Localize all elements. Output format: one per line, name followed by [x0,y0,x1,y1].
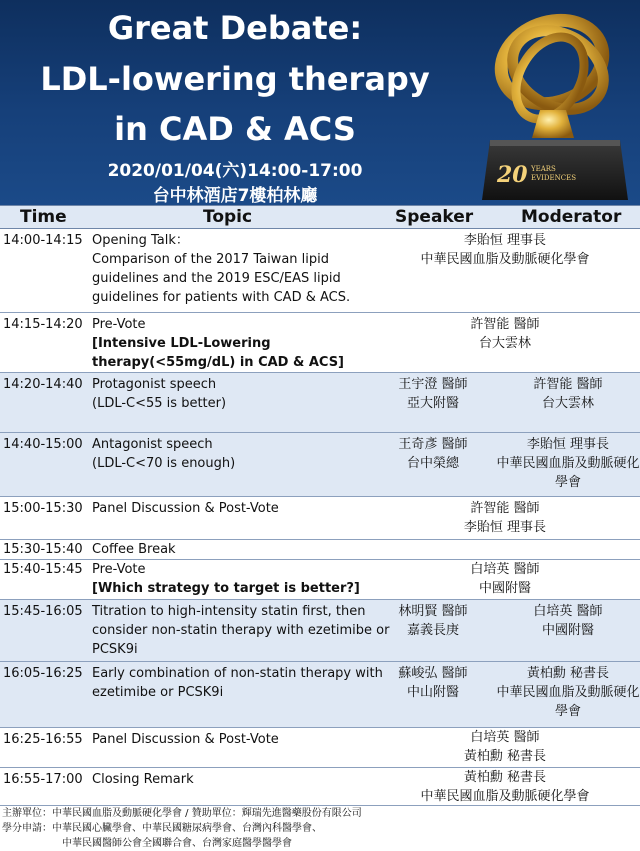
row-topic: Pre-Vote [Intensive LDL-Lowering therapy(<55mg/dL) in CAD & ACS] [92,317,344,370]
row-speaker-moderator: 黃柏勳 秘書長 中華民國血脂及動脈硬化學會 [420,770,590,804]
row-speaker-moderator: 李貽恒 理事長 中華民國血脂及動脈硬化學會 [420,233,590,267]
event-venue: 台中林酒店7樓柏林廳 [152,186,318,205]
event-date: 2020/01/04(六)14:00-17:00 [107,161,363,181]
row-topic: Panel Discussion & Post-Vote [92,732,279,747]
badge-text: YEARS EVIDENCES [531,165,577,182]
column-time: Time [20,207,67,227]
column-moderator: Moderator [521,207,622,227]
column-topic: Topic [203,207,253,227]
row-time: 14:15-14:20 [3,317,83,332]
title-line-3: in CAD & ACS [114,110,356,148]
schedule-row [0,373,640,433]
footer-credits-continued: 中華民國醫師公會全國聯合會、台灣家庭醫學醫學會 [62,838,292,849]
row-speaker-moderator: 白培英 醫師 中國附醫 [470,562,540,596]
row-moderator: 許智能 醫師 台大雲林 [533,377,603,411]
row-speaker: 王奇彥 醫師 台中榮總 [398,437,468,471]
row-time: 14:20-14:40 [3,377,83,392]
row-topic: Panel Discussion & Post-Vote [92,501,279,516]
row-topic: Closing Remark [92,772,194,787]
row-topic: Early combination of non-statin therapy with ezetimibe or PCSK9i [92,666,383,700]
schedule-column-headers [0,205,640,229]
trophy-badge [497,162,577,188]
badge-number: 20 [497,162,528,188]
schedule-row [0,600,640,662]
row-time: 16:25-16:55 [3,732,83,747]
title-line-2: LDL-lowering therapy [40,60,430,98]
row-moderator: 黃柏勳 秘書長 中華民國血脂及動脈硬化學會 [496,666,640,719]
schedule-row [0,728,640,768]
row-topic: Protagonist speech (LDL-C<55 is better) [92,377,227,411]
row-time: 15:00-15:30 [3,501,83,516]
row-topic: Opening Talk： Comparison of the 2017 Taiwan lipid guidelines and the 2019 ESC/EAS lipid guidelines for patients with CAD & ACS. [92,233,351,305]
schedule-row [0,768,640,806]
row-speaker-moderator: 許智能 醫師 台大雲林 [470,317,540,351]
footer-organizers: 主辦單位：中華民國血脂及動脈硬化學會 / 贊助單位：輝瑞先進醫藥股份有限公司 [2,808,362,819]
schedule-row [0,433,640,497]
row-speaker: 林明賢 醫師 嘉義長庚 [398,604,468,638]
row-topic: Coffee Break [92,542,176,557]
row-time: 14:00-14:15 [3,233,83,248]
event-header [0,0,640,205]
row-time: 15:45-16:05 [3,604,83,619]
schedule-row [0,662,640,728]
row-moderator: 白培英 醫師 中國附醫 [533,604,603,638]
row-speaker: 王宇澄 醫師 亞大附醫 [398,377,468,411]
schedule-row [0,313,640,373]
schedule-row [0,497,640,540]
row-topic: Antagonist speech (LDL-C<70 is enough) [92,437,236,471]
organizer-footer [2,806,638,851]
row-speaker-moderator: 許智能 醫師 李貽恒 理事長 [463,501,547,535]
schedule-row [0,560,640,600]
row-time: 15:30-15:40 [3,542,83,557]
row-topic: Pre-Vote [Which strategy to target is better?] [92,562,360,596]
schedule-row [0,229,640,313]
row-time: 14:40-15:00 [3,437,83,452]
schedule-row [0,540,640,560]
footer-credits: 學分申請：中華民國心臟學會、中華民國糖尿病學會、台灣內科醫學會、 [2,823,322,834]
row-moderator: 李貽恒 理事長 中華民國血脂及動脈硬化學會 [496,437,640,490]
row-time: 16:05-16:25 [3,666,83,681]
row-time: 15:40-15:45 [3,562,83,577]
row-speaker-moderator: 白培英 醫師 黃柏勳 秘書長 [463,730,547,764]
column-speaker: Speaker [395,207,474,227]
row-topic: Titration to high-intensity statin first, then consider non-statin therapy with ezetimibe or PCSK9i [92,604,390,657]
title-line-1: Great Debate: [107,9,363,47]
row-speaker: 蘇峻弘 醫師 中山附醫 [398,666,468,700]
row-time: 16:55-17:00 [3,772,83,787]
